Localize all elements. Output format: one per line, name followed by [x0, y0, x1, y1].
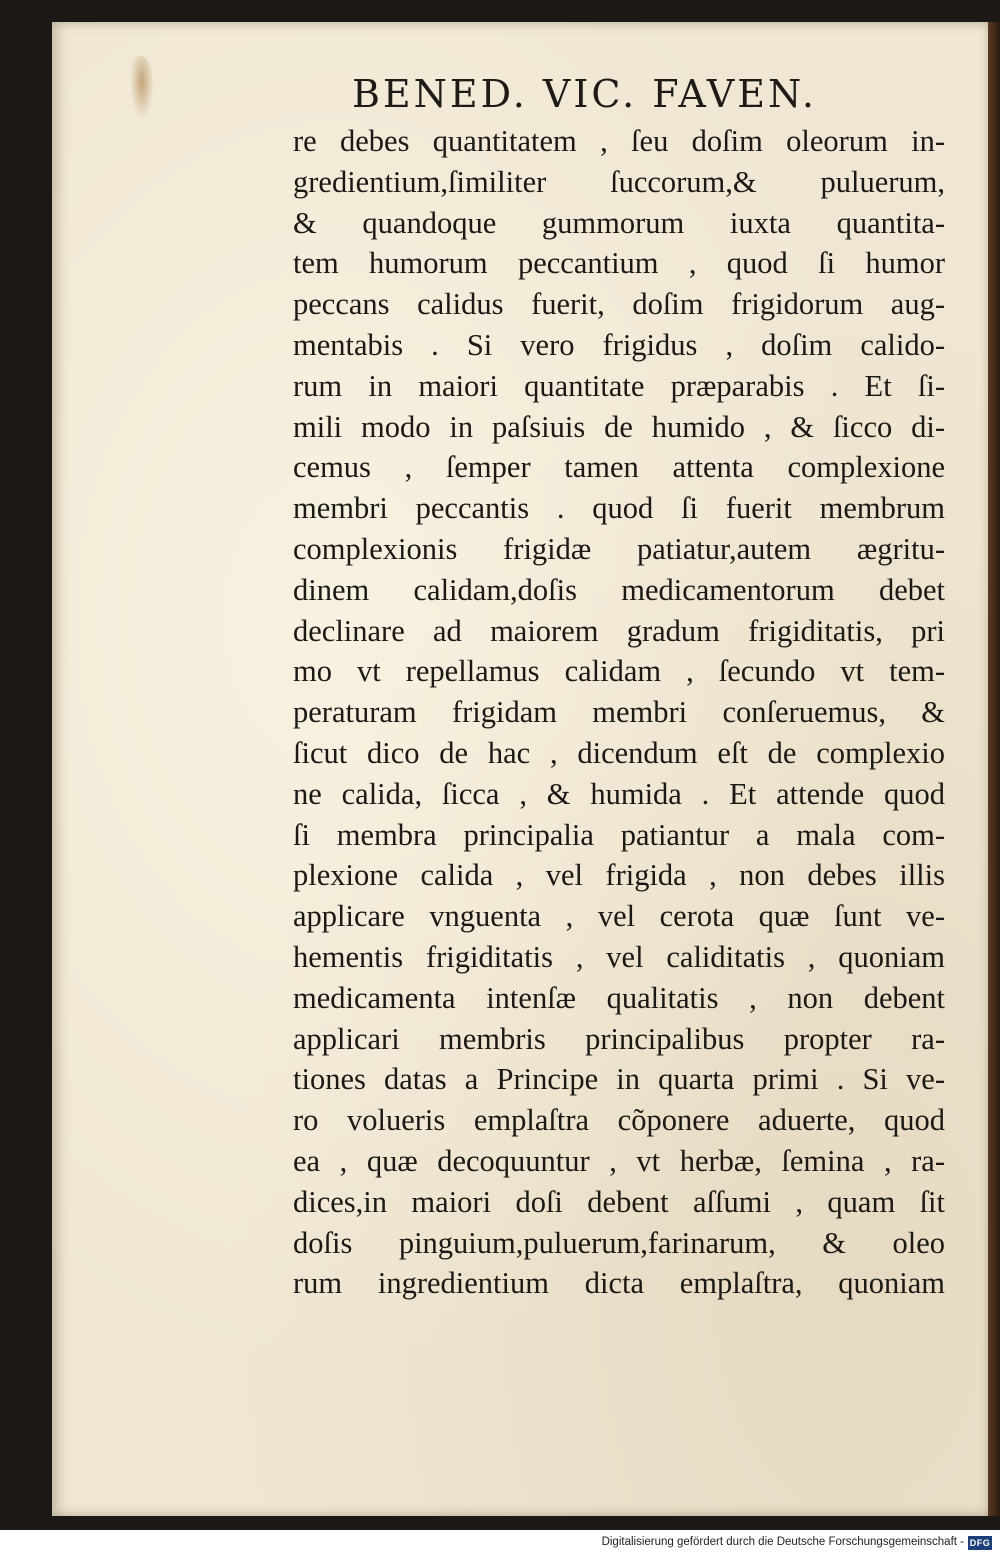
text-line: complexionis frigidæ patiatur,autem ægritu-: [293, 531, 945, 566]
dfg-logo: DFG: [969, 1538, 991, 1548]
text-line: ſicut dico de hac , dicendum eſt de complexio: [293, 735, 945, 770]
text-line: declinare ad maiorem gradum frigiditatis, pri: [293, 613, 945, 648]
text-line: peccans calidus fuerit, doſim frigidorum aug-: [293, 287, 945, 322]
text-line: medicamenta intenſæ qualitatis , non debent: [293, 980, 945, 1015]
text-line: applicari membris principalibus propter ra-: [293, 1021, 945, 1056]
text-line: ne calida, ſicca , & humida . Et attende quod: [293, 776, 945, 811]
text-line: plexione calida , vel frigida , non debes illis: [293, 858, 945, 893]
footer-bar: [0, 1530, 1000, 1556]
ink-stain: [130, 56, 154, 120]
text-line: tem humorum peccantium , quod ſi humor: [293, 246, 945, 281]
text-line: & quandoque gummorum iuxta quantita-: [293, 205, 945, 240]
text-line: peraturam frigidam membri conſeruemus, &: [293, 695, 945, 730]
body-text: [293, 121, 945, 1304]
funding-note: Digitalisierung gefördert durch die Deutsche Forschungsgemeinschaft -: [601, 1536, 964, 1548]
text-line: dinem calidam,doſis medicamentorum debet: [293, 572, 945, 607]
text-line: dices,in maiori doſi debent aſſumi , quam ſit: [293, 1184, 945, 1219]
text-line: hementis frigiditatis , vel caliditatis , quoniam: [293, 939, 945, 974]
text-line: doſis pinguium,puluerum,farinarum, & oleo: [293, 1225, 945, 1260]
text-line: membri peccantis . quod ſi fuerit membrum: [293, 491, 945, 526]
text-line: rum in maiori quantitate præparabis . Et ſi-: [293, 368, 945, 403]
text-line: mentabis . Si vero frigidus , doſim calido-: [293, 327, 945, 362]
text-line: mili modo in paſsiuis de humido , & ſicco di-: [293, 409, 945, 444]
text-line: ro volueris emplaſtra cõponere aduerte, quod: [293, 1103, 945, 1138]
text-line: ea , quæ decoquuntur , vt herbæ, ſemina , ra-: [293, 1143, 945, 1178]
page-edge: [988, 22, 1000, 1516]
text-line: rum ingredientium dicta emplaſtra, quoniam: [293, 1266, 945, 1301]
text-line: mo vt repellamus calidam , ſecundo vt tem-: [293, 654, 945, 689]
text-line: cemus , ſemper tamen attenta complexione: [293, 450, 945, 485]
text-line: tiones datas a Principe in quarta primi . Si ve-: [293, 1062, 945, 1097]
text-line: ſi membra principalia patiantur a mala com-: [293, 817, 945, 852]
text-line: gredientium,ſimiliter ſuccorum,& puluerum,: [293, 164, 945, 199]
text-line: applicare vnguenta , vel cerota quæ ſunt ve-: [293, 899, 945, 934]
text-line: re debes quantitatem , ſeu doſim oleorum in-: [293, 124, 945, 158]
running-head: BENED. VIC. FAVEN.: [352, 72, 817, 116]
